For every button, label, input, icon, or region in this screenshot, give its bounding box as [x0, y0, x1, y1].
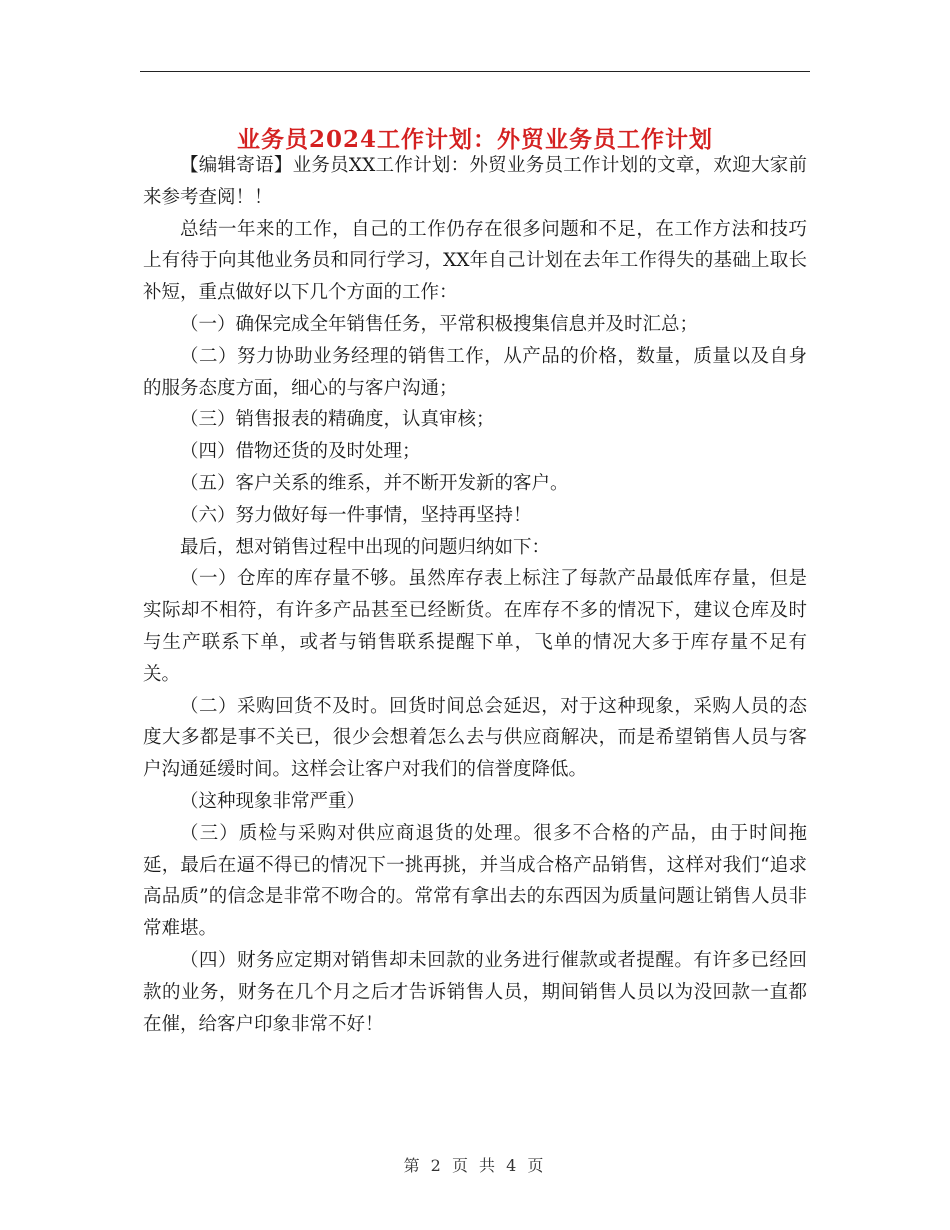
summary-paragraph: 总结一年来的工作，自己的工作仍存在很多问题和不足，在工作方法和技巧上有待于向其他业务员和同行学习，XX年自己计划在去年工作得失的基础上取长补短，重点做好以下几个方面的工作：	[143, 218, 807, 304]
page-number: 第 2 页 共 4 页	[403, 1156, 547, 1175]
plan-item-3: （三）销售报表的精确度，认真审核；	[180, 409, 495, 431]
editor-note-paragraph: 【编辑寄语】业务员XX工作计划：外贸业务员工作计划的文章，欢迎大家前来参考查阅！！	[143, 155, 807, 208]
plan-item-2: （二）努力协助业务经理的销售工作，从产品的价格，数量，质量以及自身的服务态度方面，细心的与客户沟通；	[143, 345, 807, 399]
document-body	[143, 150, 807, 1040]
plan-item-4: （四）借物还货的及时处理；	[180, 441, 421, 463]
problems-intro-paragraph: 最后，想对销售过程中出现的问题归纳如下：	[180, 536, 551, 558]
plan-item-5: （五）客户关系的维系，并不断开发新的客户。	[180, 472, 569, 494]
plan-item-6: （六）努力做好每一件事情，坚持再坚持！	[180, 504, 532, 526]
document-title: 业务员2024工作计划：外贸业务员工作计划	[236, 126, 713, 154]
plan-item-1: （一）确保完成全年销售任务，平常积极搜集信息并及时汇总；	[180, 313, 699, 335]
problem-item-2-note: （这种现象非常严重）	[180, 790, 366, 812]
problem-item-3: （三）质检与采购对供应商退货的处理。很多不合格的产品，由于时间拖延，最后在逼不得已的情况下一挑再挑，并当成合格产品销售，这样对我们“追求高品质”的信念是非常不吻合的。常常有拿出去的东西因为质量问题让销售人员非常难堪。	[143, 822, 807, 940]
problem-item-1: （一）仓库的库存量不够。虽然库存表上标注了每款产品最低库存量，但是实际却不相符，有许多产品甚至已经断货。在库存不多的情况下，建议仓库及时与生产联系下单，或者与销售联系提醒下单，飞单的情况大多于库存量不足有关。	[143, 568, 807, 685]
problem-item-4: （四）财务应定期对销售却未回款的业务进行催款或者提醒。有许多已经回款的业务，财务在几个月之后才告诉销售人员，期间销售人员以为没回款一直都在催，给客户印象非常不好！	[143, 949, 807, 1035]
problem-item-2: （二）采购回货不及时。回货时间总会延迟，对于这种现象，采购人员的态度大多都是事不关已，很少会想着怎么去与供应商解决，而是希望销售人员与客户沟通延缓时间。这样会让客户对我们的信誉度降低。	[143, 695, 807, 781]
header-rule	[140, 71, 810, 72]
